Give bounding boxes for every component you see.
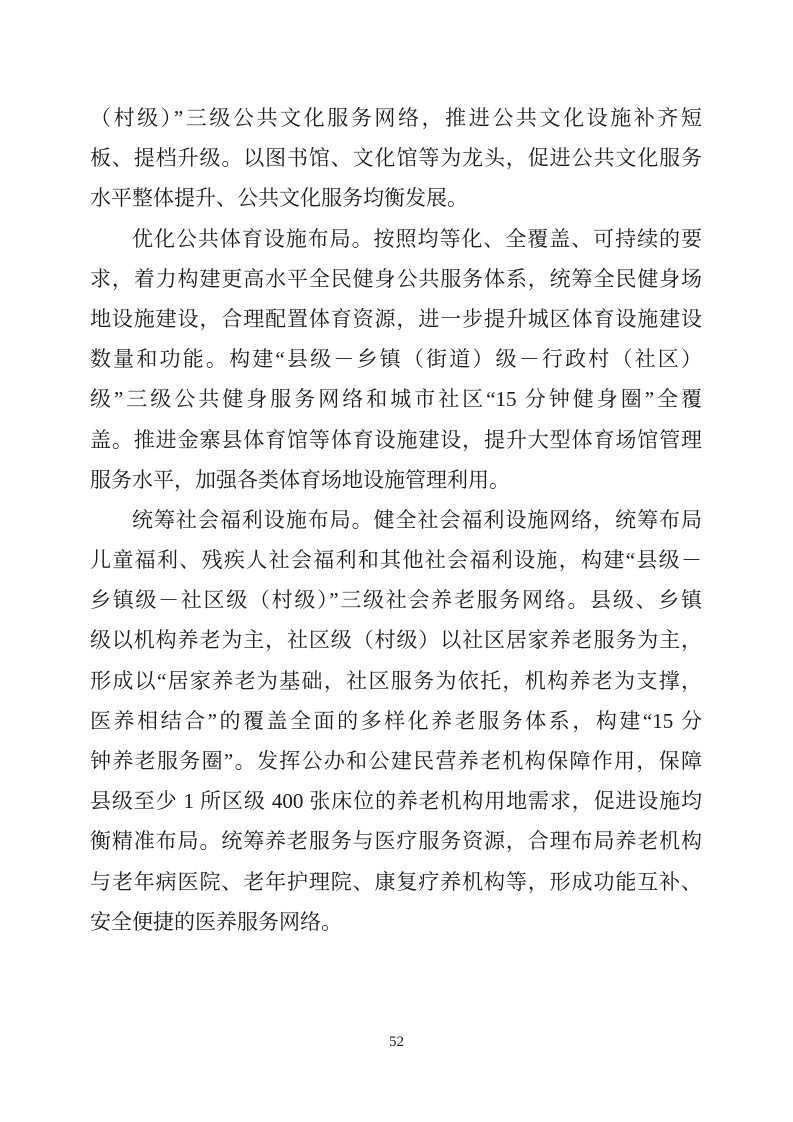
text-line: 钟养老服务圈”。发挥公办和公建民营养老机构保障作用，保障 — [90, 749, 702, 773]
text-line: 医养相结合”的覆盖全面的多样化养老服务体系，构建“15 分 — [90, 708, 702, 733]
text-line: 水平整体提升、公共文化服务均衡发展。 — [90, 186, 468, 211]
text-line: 服务水平，加强各类体育场地设施管理利用。 — [90, 467, 510, 492]
text-line: 数量和功能。构建“县级－乡镇（街道）级－行政村（社区） — [90, 347, 702, 372]
paragraph — [90, 98, 702, 219]
text-line: 儿童福利、残疾人社会福利和其他社会福利设施，构建“县级－ — [90, 548, 702, 573]
text-line: 形成以“居家养老为基础，社区服务为依托，机构养老为支撑， — [90, 668, 702, 693]
text-line: 地设施建设，合理配置体育资源，进一步提升城区体育设施建设 — [90, 306, 702, 331]
text-line: 级以机构养老为主，社区级（村级）以社区居家养老服务为主， — [90, 628, 702, 653]
page-number: 52 — [389, 1034, 404, 1050]
document-body — [90, 98, 702, 942]
text-line: 盖。推进金寨县体育馆等体育设施建设，提升大型体育场馆管理 — [90, 427, 702, 452]
text-line: 优化公共体育设施布局。按照均等化、全覆盖、可持续的要 — [132, 226, 702, 251]
text-line: （村级）”三级公共文化服务网络，推进公共文化设施补齐短 — [90, 106, 702, 130]
text-line: 板、提档升级。以图书馆、文化馆等为龙头，促进公共文化服务 — [90, 146, 702, 171]
text-line: 统筹社会福利设施布局。健全社会福利设施网络，统筹布局 — [132, 507, 702, 532]
text-line: 乡镇级－社区级（村级）”三级社会养老服务网络。县级、乡镇 — [90, 588, 702, 613]
paragraph — [90, 500, 702, 942]
text-line: 衡精准布局。统筹养老服务与医疗服务资源，合理布局养老机构 — [90, 829, 702, 854]
text-line: 求，着力构建更高水平全民健身公共服务体系，统筹全民健身场 — [90, 266, 702, 291]
text-line: 县级至少 1 所区级 400 张床位的养老机构用地需求，促进设施均 — [90, 789, 702, 814]
paragraph — [90, 219, 702, 500]
text-line: 安全便捷的医养服务网络。 — [90, 909, 342, 934]
text-line: 与老年病医院、老年护理院、康复疗养机构等，形成功能互补、 — [90, 869, 702, 894]
text-line: 级”三级公共健身服务网络和城市社区“15 分钟健身圈”全覆 — [90, 387, 702, 412]
